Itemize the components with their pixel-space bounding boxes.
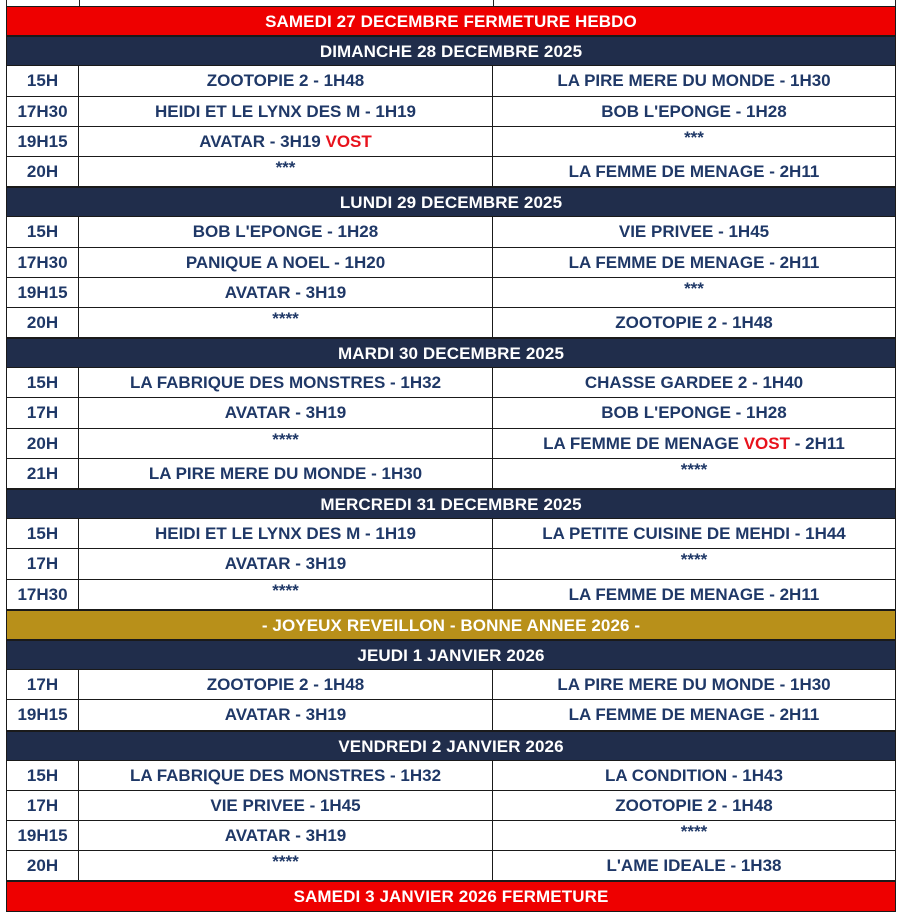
screen-2-film — [493, 429, 896, 459]
film-title: AVATAR - 3H19 — [199, 131, 326, 151]
screening-row — [6, 670, 896, 700]
screening-row — [6, 791, 896, 821]
film-title: **** — [680, 550, 708, 570]
screening-row — [6, 519, 896, 549]
screening-row — [6, 398, 896, 428]
film-title: **** — [272, 429, 299, 449]
film-title: ZOOTOPIE 2 - 1H48 — [615, 312, 773, 332]
screen-2-film — [493, 248, 896, 278]
showtime: 15H — [6, 519, 79, 549]
showtime: 17H30 — [6, 580, 79, 610]
screen-2-film — [493, 97, 896, 127]
screen-2-film — [493, 700, 896, 730]
screen-2-film — [493, 368, 896, 398]
showtime: 17H30 — [6, 97, 79, 127]
screening-row — [6, 66, 896, 96]
screen-1-film — [79, 66, 493, 96]
screen-1-film — [79, 308, 493, 338]
showtime: 15H — [6, 66, 79, 96]
day-header: MARDI 30 DECEMBRE 2025 — [6, 338, 896, 368]
showtime: 17H — [6, 791, 79, 821]
showtime: 20H — [6, 308, 79, 338]
screen-2-film — [493, 66, 896, 96]
film-title: **** — [272, 852, 299, 872]
screen-1-film — [79, 519, 493, 549]
film-title: LA FABRIQUE DES MONSTRES - 1H32 — [129, 765, 442, 785]
film-title: LA FEMME DE MENAGE - 2H11 — [568, 705, 820, 725]
film-title: LA FEMME DE MENAGE — [543, 433, 744, 453]
day-header: MERCREDI 31 DECEMBRE 2025 — [6, 489, 896, 519]
film-title: LA PIRE MERE DU MONDE - 1H30 — [557, 71, 831, 91]
screening-row — [6, 248, 896, 278]
film-title: ZOOTOPIE 2 - 1H48 — [615, 795, 773, 815]
screen-2-film — [493, 278, 896, 308]
showtime: 17H30 — [6, 248, 79, 278]
showtime: 20H — [6, 157, 79, 187]
film-title: **** — [272, 308, 299, 328]
screen-2-film — [493, 217, 896, 247]
film-title: LA PETITE CUISINE DE MEHDI - 1H44 — [542, 524, 846, 544]
screen-2-film — [493, 670, 896, 700]
screen-2-film — [493, 821, 896, 851]
screening-row — [6, 429, 896, 459]
film-title: LA FEMME DE MENAGE - 2H11 — [568, 252, 820, 272]
film-title: *** — [684, 278, 704, 298]
film-title: VIE PRIVEE - 1H45 — [618, 222, 770, 242]
showtime: 19H15 — [6, 821, 79, 851]
screen-1-film — [79, 127, 493, 157]
film-title: AVATAR - 3H19 — [224, 403, 347, 423]
showtime: 20H — [6, 851, 79, 881]
screen-1-film — [79, 821, 493, 851]
film-title: AVATAR - 3H19 — [224, 282, 347, 302]
film-title: HEIDI ET LE LYNX DES M - 1H19 — [154, 524, 417, 544]
showtime: 19H15 — [6, 127, 79, 157]
showtime: 15H — [6, 368, 79, 398]
screening-row — [6, 549, 896, 579]
film-title: ZOOTOPIE 2 - 1H48 — [206, 71, 365, 91]
vost-tag: VOST — [325, 131, 372, 151]
greeting-banner: - JOYEUX REVEILLON - BONNE ANNEE 2026 - — [6, 610, 896, 640]
film-title: **** — [272, 580, 299, 600]
film-title: HEIDI ET LE LYNX DES M - 1H19 — [154, 101, 417, 121]
film-title: LA FEMME DE MENAGE - 2H11 — [568, 584, 820, 604]
screen-1-film — [79, 580, 493, 610]
film-title: *** — [275, 157, 296, 177]
film-title: VIE PRIVEE - 1H45 — [210, 795, 361, 815]
vost-tag: VOST — [743, 433, 791, 453]
screening-row — [6, 580, 896, 610]
screen-1-film — [79, 429, 493, 459]
screening-row — [6, 700, 896, 730]
film-title: LA FEMME DE MENAGE - 2H11 — [568, 161, 820, 181]
screen-2-film — [493, 459, 896, 489]
screen-2-film — [493, 308, 896, 338]
showtime: 20H — [6, 429, 79, 459]
film-title: *** — [684, 127, 704, 147]
screen-2-film — [493, 519, 896, 549]
screen-1-film — [79, 398, 493, 428]
film-title: ZOOTOPIE 2 - 1H48 — [206, 675, 365, 695]
screening-row — [6, 851, 896, 881]
closure-banner: SAMEDI 3 JANVIER 2026 FERMETURE — [6, 881, 896, 911]
day-header: JEUDI 1 JANVIER 2026 — [6, 640, 896, 670]
film-title: LA PIRE MERE DU MONDE - 1H30 — [148, 463, 423, 483]
table-top-edge — [6, 0, 896, 6]
screen-1-film — [79, 97, 493, 127]
screen-1-film — [79, 278, 493, 308]
screen-2-film — [493, 127, 896, 157]
film-title: AVATAR - 3H19 — [224, 705, 347, 725]
screen-1-film — [79, 368, 493, 398]
showtime: 19H15 — [6, 278, 79, 308]
screen-1-film — [79, 459, 493, 489]
closure-banner: SAMEDI 27 DECEMBRE FERMETURE HEBDO — [6, 6, 896, 36]
screen-1-film — [79, 851, 493, 881]
film-title: BOB L'EPONGE - 1H28 — [192, 222, 379, 242]
film-title: BOB L'EPONGE - 1H28 — [601, 403, 787, 423]
screen-1-film — [79, 217, 493, 247]
screening-row — [6, 368, 896, 398]
screening-row — [6, 97, 896, 127]
screening-row — [6, 459, 896, 489]
film-title: L'AME IDEALE - 1H38 — [606, 856, 782, 876]
screening-row — [6, 217, 896, 247]
screening-row — [6, 157, 896, 187]
screening-row — [6, 278, 896, 308]
film-title: CHASSE GARDEE 2 - 1H40 — [584, 373, 804, 393]
film-title: **** — [680, 822, 708, 842]
screen-2-film — [493, 580, 896, 610]
screen-2-film — [493, 761, 896, 791]
day-header: LUNDI 29 DECEMBRE 2025 — [6, 187, 896, 217]
film-title: AVATAR - 3H19 — [224, 554, 347, 574]
screening-row — [6, 821, 896, 851]
showtime: 21H — [6, 459, 79, 489]
showtime: 17H — [6, 670, 79, 700]
day-header: VENDREDI 2 JANVIER 2026 — [6, 731, 896, 761]
showtime: 17H — [6, 549, 79, 579]
screen-1-film — [79, 700, 493, 730]
screen-1-film — [79, 549, 493, 579]
screen-2-film — [493, 157, 896, 187]
screen-2-film — [493, 851, 896, 881]
screen-1-film — [79, 791, 493, 821]
film-title: **** — [680, 459, 708, 479]
screen-1-film — [79, 670, 493, 700]
film-duration: - 2H11 — [790, 433, 845, 453]
screen-2-film — [493, 791, 896, 821]
screening-row — [6, 761, 896, 791]
showtime: 17H — [6, 398, 79, 428]
cinema-schedule-table — [6, 0, 896, 912]
film-title: LA FABRIQUE DES MONSTRES - 1H32 — [129, 373, 442, 393]
screen-1-film — [79, 157, 493, 187]
film-title: AVATAR - 3H19 — [224, 826, 347, 846]
film-title: PANIQUE A NOEL - 1H20 — [185, 252, 386, 272]
film-title: LA CONDITION - 1H43 — [605, 765, 783, 785]
screen-2-film — [493, 549, 896, 579]
screening-row — [6, 308, 896, 338]
screen-1-film — [79, 761, 493, 791]
film-title: LA PIRE MERE DU MONDE - 1H30 — [557, 675, 831, 695]
screen-1-film — [79, 248, 493, 278]
film-title: BOB L'EPONGE - 1H28 — [601, 101, 787, 121]
showtime: 15H — [6, 761, 79, 791]
day-header: DIMANCHE 28 DECEMBRE 2025 — [6, 36, 896, 66]
screening-row — [6, 127, 896, 157]
showtime: 19H15 — [6, 700, 79, 730]
screen-2-film — [493, 398, 896, 428]
showtime: 15H — [6, 217, 79, 247]
